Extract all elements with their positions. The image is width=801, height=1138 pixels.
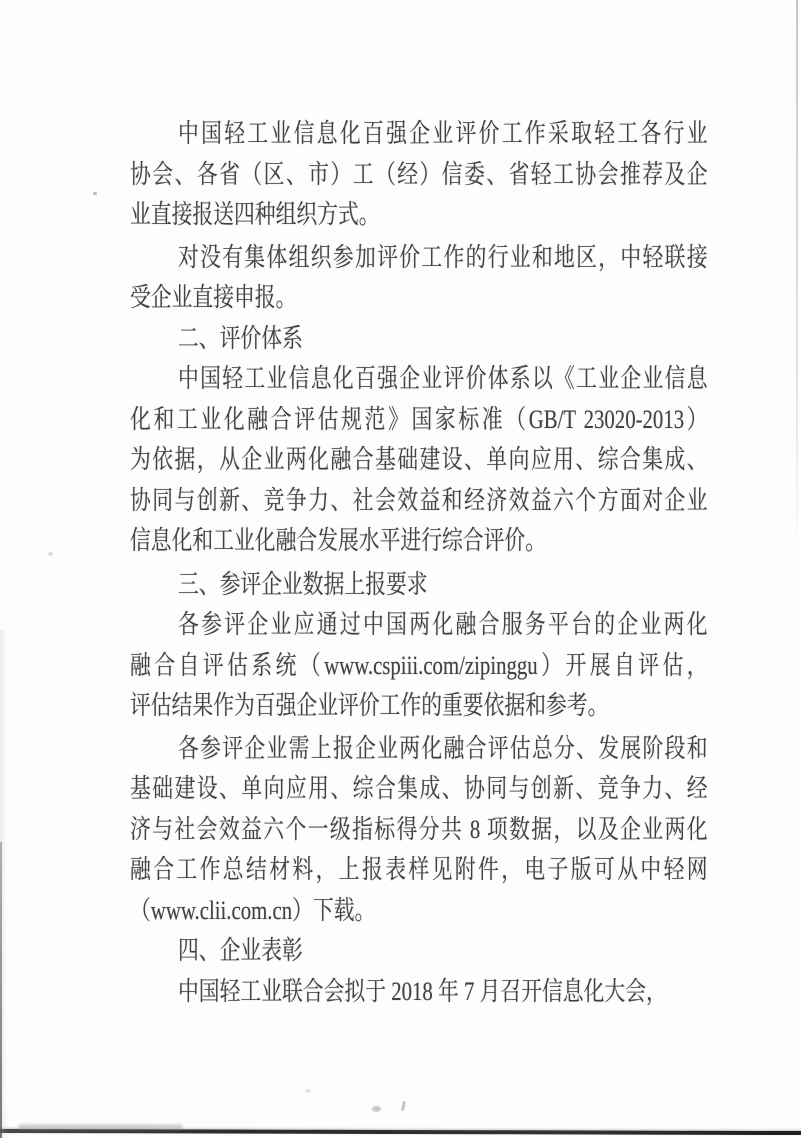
text-line: （www.clii.com.cn）下载。 [130,895,376,925]
text-line: 融合自评估系统（www.cspiii.com/zipinggu）开展自评估， [130,650,708,680]
scan-artifact-left-edge-strip [0,630,7,1138]
text-line: 各参评企业需上报企业两化融合评估总分、发展阶段和 [178,733,708,763]
text-line: 协同与创新、竞争力、社会效益和经济效益六个方面对企业 [130,485,708,515]
text-line: 化和工业化融合评估规范》国家标准（GB/T 23020-2013） [130,404,708,434]
scan-artifact-bottom-edge-line [0,1129,801,1135]
text-line: 中国轻工业联合会拟于 2018 年 7 月召开信息化大会， [178,976,667,1006]
text-line: 信息化和工业化融合发展水平进行综合评价。 [130,526,547,555]
scan-artifact-bottom-smudge [18,1124,183,1130]
text-line: 评估结果作为百强企业评价工作的重要依据和参考。 [130,691,609,720]
section-heading-4: 四、企业表彰 [178,936,303,965]
text-line: 基础建设、单向应用、综合集成、协同与创新、竞争力、经 [130,774,708,803]
scan-artifact-speck [305,1089,311,1093]
text-line: 中国轻工业信息化百强企业评价工作采取轻工各行业 [178,119,708,148]
text-line: 协会、各省（区、市）工（经）信委、省轻工协会推荐及企 [130,159,708,189]
section-heading-2: 二、评价体系 [178,323,303,353]
scan-artifact-right-edge-line [796,0,798,560]
document-text-block [130,114,708,1012]
scan-artifact-left-edge-line [0,842,2,1138]
scan-artifact-speck [93,192,97,195]
scan-artifact-speck [372,1106,381,1112]
text-line: 业直接报送四种组织方式。 [130,200,380,229]
text-line: 为依据，从企业两化融合基础建设、单向应用、综合集成、 [130,445,708,474]
text-line: 受企业直接申报。 [130,283,297,312]
text-line: 济与社会效益六个一级指标得分共 8 项数据，以及企业两化 [130,814,708,844]
text-line: 融合工作总结材料，上报表样见附件，电子版可从中轻网 [130,855,708,884]
text-line: 对没有集体组织参加评价工作的行业和地区，中轻联接 [178,242,708,272]
scan-artifact-speck [401,1101,406,1111]
text-line: 中国轻工业信息化百强企业评价体系以《工业企业信息 [178,364,708,393]
scan-artifact-speck [48,552,53,556]
text-line: 各参评企业应通过中国两化融合服务平台的企业两化 [178,610,708,639]
section-heading-3: 三、参评企业数据上报要求 [178,569,428,599]
